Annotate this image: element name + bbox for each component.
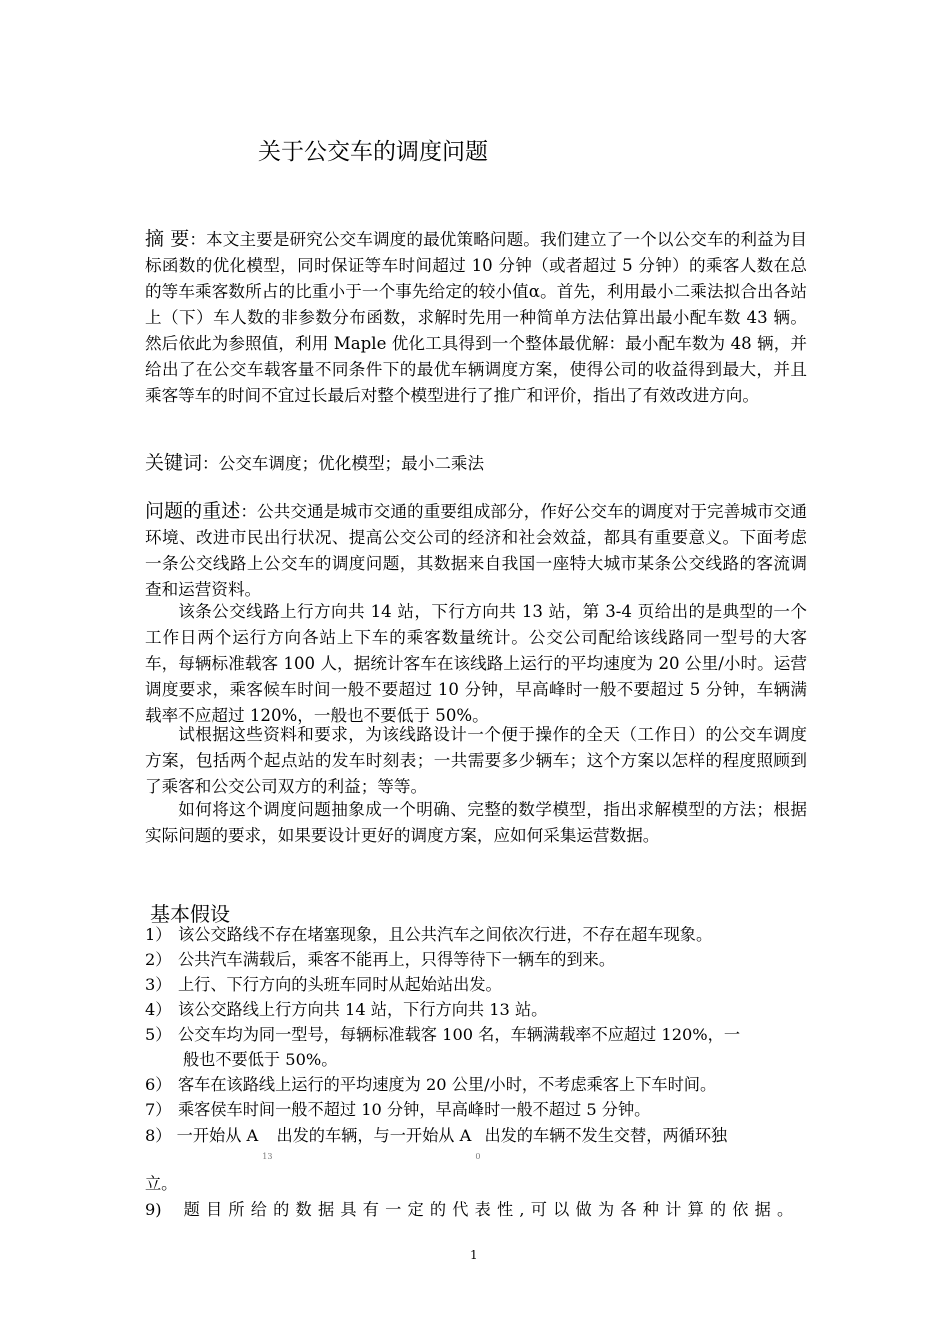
page-number: 1 — [470, 1248, 478, 1262]
assumptions-list — [145, 922, 815, 1122]
item-text: 上行、下行方向的头班车同时从起始站出发。 — [178, 975, 502, 994]
restatement-paragraph-2: 该条公交线路上行方向共 14 站，下行方向共 13 站，第 3-4 页给出的是典型的一个工作日两个运行方向各站上下车的乘客数量统计。公交公司配给该线路同一型号的大客车，每辆标准载客 100 人，据统计客车在该线路上运行的平均速度为 20 公里/小时。运营调度要求，乘客候车时间一般不要超过 10 分钟，早高峰时一般不要超过 5 分钟，车辆满载率不应超过 120%，一般也不要低于 50%。 — [145, 602, 807, 725]
keywords-label: 关键词 — [145, 452, 203, 474]
item-text: 出发的车辆不发生交替，两循环独 — [484, 1126, 728, 1145]
list-item — [145, 997, 815, 1022]
list-item — [145, 922, 815, 947]
item-number: 2） — [145, 950, 172, 969]
item-number: 7） — [145, 1100, 172, 1119]
restatement-paragraph-4: 如何将这个调度问题抽象成一个明确、完整的数学模型，指出求解模型的方法；根据实际问题的要求，如果要设计更好的调度方案，应如何采集运营数据。 — [145, 800, 807, 845]
item-number: 3） — [145, 975, 172, 994]
document-title: 关于公交车的调度问题 — [258, 139, 488, 165]
list-item — [145, 1072, 815, 1097]
keywords-paragraph — [145, 450, 807, 477]
item-text: 一开始从 A — [176, 1126, 259, 1145]
list-item-8 — [145, 1123, 815, 1161]
item-text: 公共汽车满载后，乘客不能再上，只得等待下一辆车的到来。 — [178, 950, 616, 969]
list-item — [145, 947, 815, 972]
list-item-8-end: 立。 — [145, 1174, 178, 1193]
item-text: 乘客侯车时间一般不超过 10 分钟，早高峰时一般不超过 5 分钟。 — [178, 1100, 651, 1119]
list-item — [145, 1022, 815, 1047]
restatement-text-1: ：公共交通是城市交通的重要组成部分，作好公交车的调度对于完善城市交通环境、改进市民出行状况、提高公交公司的经济和社会效益，都具有重要意义。下面考虑一条公交线路上公交车的调度问题，其数据来自我国一座特大城市某条公交线路的客流调查和运营资料。 — [145, 502, 807, 599]
list-item-continuation: 般也不要低于 50%。 — [183, 1050, 338, 1069]
list-item — [145, 972, 815, 997]
item-text: 出发的车辆，与一开始从 A — [276, 1126, 472, 1145]
keywords-text: ：公交车调度；优化模型；最小二乘法 — [202, 454, 485, 473]
list-item — [145, 1097, 815, 1122]
item-text: 题目所给的数据具有一定的代表性,可以做为各种计算的依据。 — [183, 1200, 800, 1219]
abstract-label: 摘 要 — [145, 228, 190, 250]
list-item-9 — [145, 1196, 815, 1220]
item-number: 5） — [145, 1025, 172, 1044]
item-number: 8） — [145, 1126, 172, 1145]
restatement-label: 问题的重述 — [145, 500, 241, 522]
abstract-text: ：本文主要是研究公交车调度的最优策略问题。我们建立了一个以公交车的利益为目标函数的优化模型，同时保证等车时间超过 10 分钟（或者超过 5 分钟）的乘客人数在总的等车乘客数所占的比重小于一个事先给定的较小值α。首先，利用最小二乘法拟合出各站上（下）车人数的非参数分布函数，求解时先用一种简单方法估算出最小配车数 43 辆。然后依此为参照值，利用 Maple 优化工具得到一个整体最优解：最小配车数为 48 辆，并给出了在公交车载客量不同条件下的最优车辆调度方案，使得公司的收益得到最大，并且乘客等车的时间不宜过长最后对整个模型进行了推广和评价，指出了有效改进方向。 — [145, 230, 808, 405]
subscript: 0 — [475, 1152, 481, 1161]
item-text: 该公交路线不存在堵塞现象，且公共汽车之间依次行进，不存在超车现象。 — [178, 925, 713, 944]
item-number: 6） — [145, 1075, 172, 1094]
item-text: 客车在该路线上运行的平均速度为 20 公里/小时，不考虑乘客上下车时间。 — [178, 1075, 717, 1094]
item-text: 该公交路线上行方向共 14 站，下行方向共 13 站。 — [178, 1000, 548, 1019]
item-number: 9) — [145, 1200, 162, 1219]
item-text: 公交车均为同一型号，每辆标准载客 100 名，车辆满载率不应超过 120%，一 — [178, 1025, 741, 1044]
item-number: 4） — [145, 1000, 172, 1019]
abstract-paragraph — [145, 226, 807, 409]
restatement-paragraph-1 — [145, 498, 807, 603]
subscript: 13 — [262, 1152, 273, 1161]
restatement-paragraph-3: 试根据这些资料和要求，为该线路设计一个便于操作的全天（工作日）的公交车调度方案，包括两个起点站的发车时刻表；一共需要多少辆车；这个方案以怎样的程度照顾到了乘客和公交公司双方的利益；等等。 — [145, 725, 807, 796]
assumptions-title: 基本假设 — [150, 902, 230, 926]
item-number: 1） — [145, 925, 172, 944]
